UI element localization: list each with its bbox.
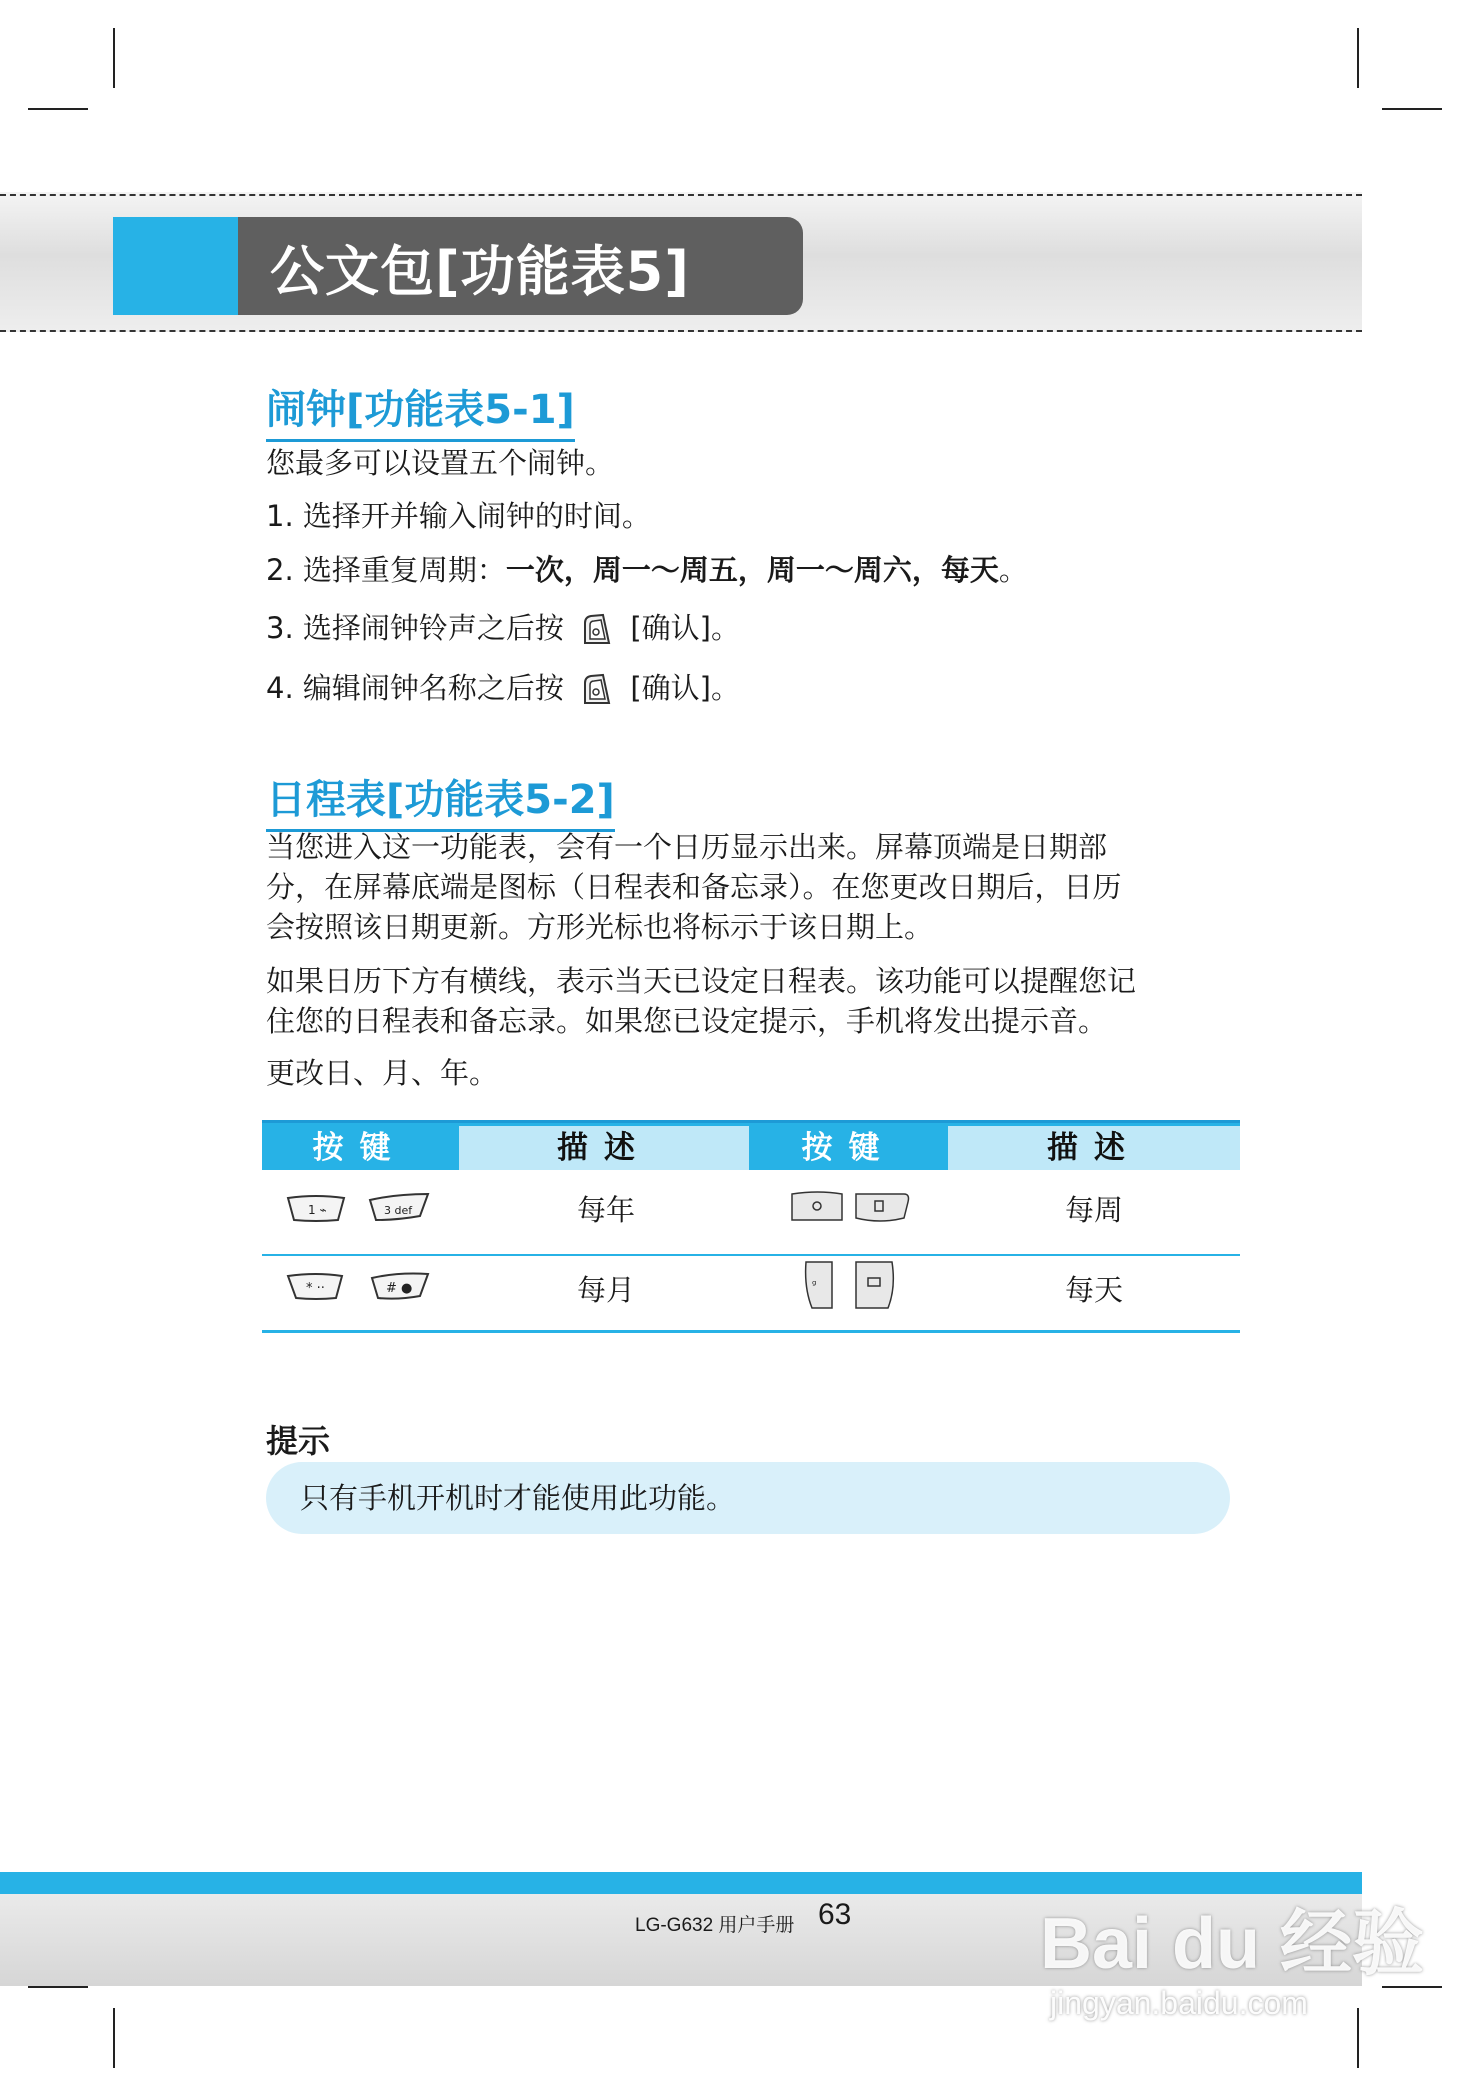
schedule-para2-line2: 住您的日程表和备忘录。如果您已设定提示，手机将发出提示音。 (266, 1004, 1108, 1038)
svg-text:# ●: # ● (386, 1281, 413, 1296)
step4-suffix: [确认]。 (630, 671, 740, 705)
page-title: 公文包[功能表5] (270, 240, 690, 303)
table-header-desc: 描述 (948, 1126, 1240, 1170)
footer-manual-label: LG-G632 用户手册 (635, 1915, 795, 1936)
header-dash-bottom (0, 330, 1362, 332)
alarm-step-4 (266, 668, 740, 708)
alarm-step-1: 1. 选择开并输入闹钟的时间。 (266, 499, 651, 533)
svg-text:3 def: 3 def (384, 1204, 413, 1217)
alarm-heading: 闹钟[功能表5-1] (266, 378, 575, 442)
tip-title: 提示 (266, 1422, 331, 1460)
alarm-intro: 您最多可以设置五个闹钟。 (266, 446, 615, 480)
table-cell-desc: 每天 (1064, 1273, 1123, 1307)
watermark-logo: Bai du 经验 (1040, 1904, 1425, 1984)
key-star-hash-icon (286, 1270, 436, 1304)
crop-mark (28, 1986, 88, 1988)
table-header-desc: 描述 (459, 1126, 749, 1170)
crop-mark (113, 28, 115, 88)
crop-mark (28, 108, 88, 110)
step2-prefix: 2. 选择重复周期： (266, 553, 506, 587)
step3-prefix: 3. 选择闹钟铃声之后按 (266, 611, 564, 645)
table-bottom-rule (262, 1330, 1240, 1333)
svg-text:* ··: * ·· (306, 1281, 325, 1296)
table-header (262, 1120, 1240, 1170)
schedule-heading: 日程表[功能表5-2] (266, 768, 615, 832)
watermark-url: jingyan.baidu.com (1050, 1985, 1308, 2021)
table-header-key: 按键 (801, 1130, 896, 1166)
table-cell-desc: 每年 (576, 1193, 635, 1227)
page-number: 63 (818, 1898, 852, 1931)
alarm-step-2 (266, 550, 1028, 590)
svg-text:ᵍ: ᵍ (812, 1278, 817, 1291)
svg-text:1 ⌁: 1 ⌁ (308, 1203, 327, 1217)
step2-suffix: 。 (998, 553, 1028, 587)
table-cell-desc: 每周 (1064, 1193, 1123, 1227)
crop-mark (1357, 28, 1359, 88)
nav-left-right-icon (802, 1258, 898, 1314)
header-dash-top (0, 194, 1362, 196)
table-header-key: 按键 (312, 1130, 407, 1166)
crop-mark (113, 2008, 115, 2068)
tip-text: 只有手机开机时才能使用此功能。 (300, 1481, 736, 1515)
step3-suffix: [确认]。 (630, 611, 740, 645)
table-cell-desc: 每月 (576, 1273, 635, 1307)
ok-key-icon (581, 673, 613, 707)
step2-options: 一次，周一～周五，周一～周六，每天 (505, 553, 999, 587)
alarm-step-3 (266, 608, 740, 648)
key-table (262, 1120, 1240, 1332)
schedule-para2-line1: 如果日历下方有横线，表示当天已设定日程表。该功能可以提醒您记 (266, 964, 1137, 998)
title-accent (113, 217, 248, 315)
schedule-para1-line3: 会按照该日期更新。方形光标也将标示于该日期上。 (266, 910, 934, 944)
step4-prefix: 4. 编辑闹钟名称之后按 (266, 671, 564, 705)
crop-mark (1382, 108, 1442, 110)
crop-mark (1357, 2008, 1359, 2068)
schedule-para1-line1: 当您进入这一功能表，会有一个日历显示出来。屏幕顶端是日期部 (266, 830, 1108, 864)
ok-key-icon (581, 613, 613, 647)
nav-up-down-icon (790, 1188, 912, 1228)
table-row-divider (262, 1254, 1240, 1256)
schedule-para1-line2: 分，在屏幕底端是图标（日程表和备忘录）。在您更改日期后，日历 (266, 870, 1122, 904)
schedule-para3: 更改日、月、年。 (266, 1056, 499, 1090)
key-1-icon (286, 1190, 436, 1226)
